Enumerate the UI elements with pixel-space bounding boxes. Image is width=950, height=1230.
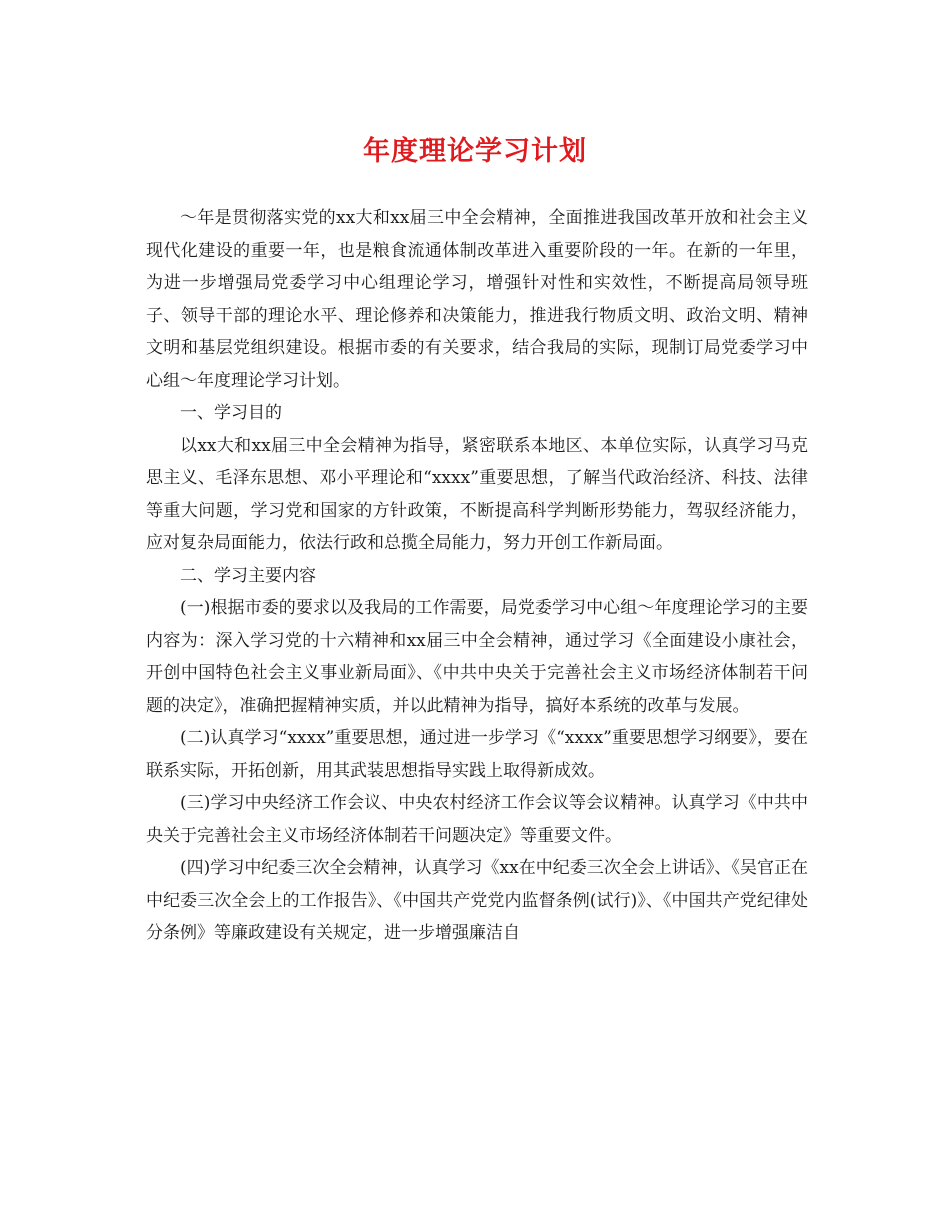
document-body [146,202,808,950]
section-heading-content: 二、学习主要内容 [180,565,316,586]
content-item-3: (三)学习中央经济工作会议、中央农村经济工作会议等会议精神。认真学习《中共中央关于完善社会主义市场经济体制若干问题决定》等重要文件。 [146,793,808,846]
content-item-4: (四)学习中纪委三次全会精神，认真学习《xx在中纪委三次全会上讲话》、《吴官正在中纪委三次全会上的工作报告》、《中国共产党党内监督条例(试行)》、《中国共产党纪律处分条例》等廉政建设有关规定，进一步增强廉洁自 [146,858,808,943]
document-title: 年度理论学习计划 [363,136,587,167]
intro-paragraph: ～年是贯彻落实党的xx大和xx届三中全会精神，全面推进我国改革开放和社会主义现代化建设的重要一年，也是粮食流通体制改革进入重要阶段的一年。在新的一年里，为进一步增强局党委学习中心组理论学习，增强针对性和实效性，不断提高局领导班子、领导干部的理论水平、理论修养和决策能力，推进我行物质文明、政治文明、精神文明和基层党组织建设。根据市委的有关要求，结合我局的实际，现制订局党委学习中心组～年度理论学习计划。 [146,208,808,391]
content-item-1: (一)根据市委的要求以及我局的工作需要，局党委学习中心组～年度理论学习的主要内容为：深入学习党的十六精神和xx届三中全会精神，通过学习《全面建设小康社会，开创中国特色社会主义事业新局面》、《中共中央关于完善社会主义市场经济体制若干问题的决定》，准确把握精神实质，并以此精神为指导，搞好本系统的改革与发展。 [146,598,808,716]
section-heading-purpose: 一、学习目的 [180,403,282,423]
purpose-paragraph: 以xx大和xx届三中全会精神为指导，紧密联系本地区、本单位实际，认真学习马克思主义、毛泽东思想、邓小平理论和“xxxx”重要思想，了解当代政治经济、科技、法律等重大问题，学习党和国家的方针政策，不断提高科学判断形势能力，驾驭经济能力，应对复杂局面能力，依法行政和总揽全局能力，努力开创工作新局面。 [146,435,808,553]
content-item-2: (二)认真学习“xxxx”重要思想，通过进一步学习《“xxxx”重要思想学习纲要》，要在联系实际，开拓创新，用其武装思想指导实践上取得新成效。 [146,728,808,781]
